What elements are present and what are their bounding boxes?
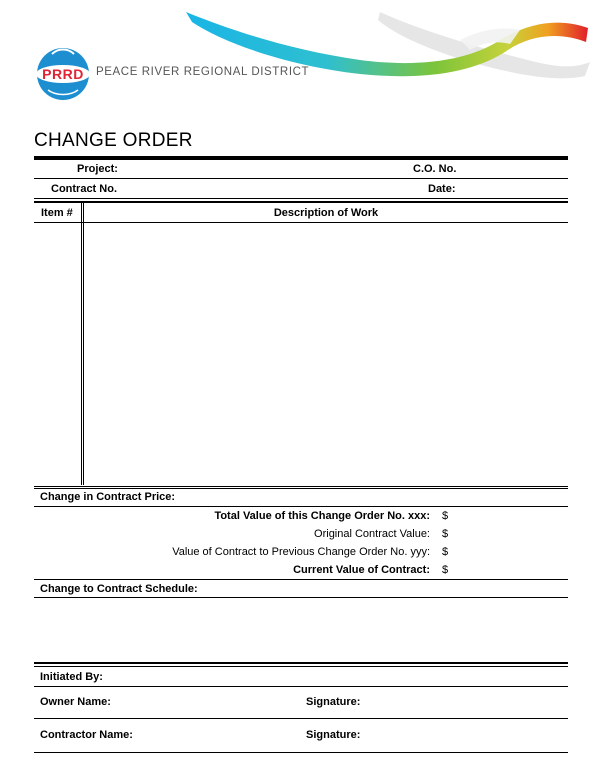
- logo-text: PRRD: [42, 66, 84, 82]
- price-row-label: Value of Contract to Previous Change Order No. yyy:: [172, 546, 430, 558]
- org-name: PEACE RIVER REGIONAL DISTRICT: [96, 66, 310, 78]
- rule: [34, 597, 568, 598]
- rule: [34, 198, 568, 199]
- rule: [34, 506, 568, 507]
- rule: [34, 579, 568, 580]
- contractor-name-label: Contractor Name:: [40, 729, 133, 741]
- rule: [34, 488, 568, 489]
- price-section-label: Change in Contract Price:: [40, 491, 176, 503]
- rule: [34, 718, 568, 719]
- rule: [34, 686, 568, 687]
- price-row-label: Current Value of Contract:: [293, 564, 430, 576]
- owner-name-label: Owner Name:: [40, 696, 111, 708]
- price-row-currency: $: [442, 528, 449, 540]
- price-row-currency: $: [442, 510, 449, 522]
- item-header: Item #: [41, 207, 73, 219]
- price-row-label: Original Contract Value:: [314, 528, 430, 540]
- title-rule: [34, 156, 568, 160]
- item-column-divider: [83, 203, 84, 485]
- rule: [34, 222, 568, 223]
- owner-signature-label: Signature:: [306, 696, 361, 708]
- initiated-by-label: Initiated By:: [40, 671, 103, 683]
- price-row-currency: $: [442, 564, 449, 576]
- rule: [34, 666, 568, 667]
- description-header: Description of Work: [273, 207, 379, 219]
- contract-no-label: Contract No.: [51, 183, 117, 195]
- rule: [34, 178, 568, 179]
- rule: [34, 662, 568, 664]
- rule: [34, 201, 568, 203]
- date-label: Date:: [428, 183, 456, 195]
- item-column-divider: [81, 203, 82, 485]
- price-row-label: Total Value of this Change Order No. xxx:: [214, 510, 430, 522]
- rule: [34, 752, 568, 753]
- contractor-signature-label: Signature:: [306, 729, 361, 741]
- price-row-currency: $: [442, 546, 449, 558]
- co-no-label: C.O. No.: [413, 163, 457, 175]
- page-title: CHANGE ORDER: [34, 130, 193, 151]
- project-label: Project:: [77, 163, 118, 175]
- rule: [34, 486, 568, 487]
- schedule-section-label: Change to Contract Schedule:: [40, 583, 198, 595]
